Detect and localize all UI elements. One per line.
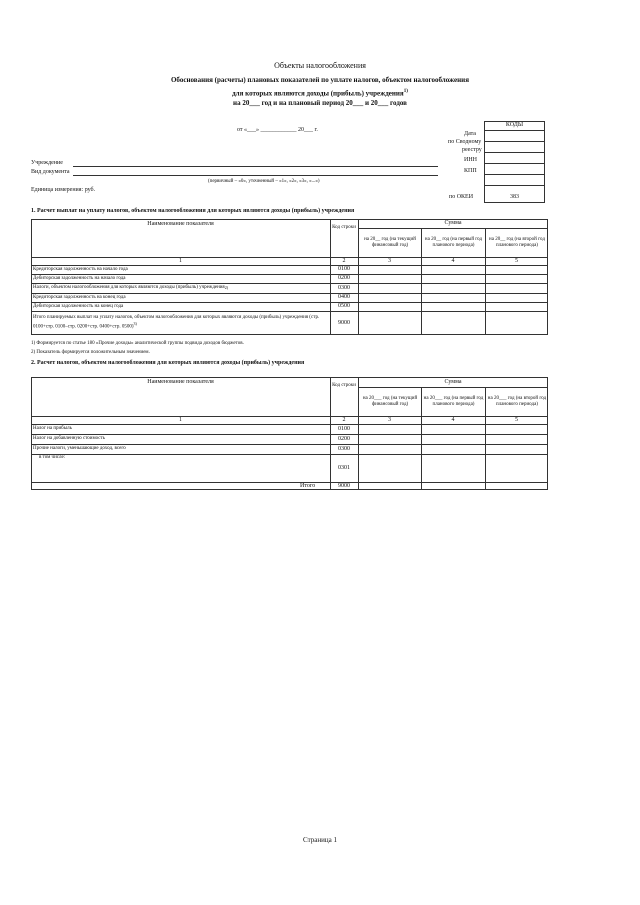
doc-date-line: от «___» ____________ 20___ г.: [237, 127, 318, 133]
codes-label-kpp: КПП: [464, 168, 477, 174]
s2-num-2: 2: [342, 416, 346, 423]
footnote-2: 2) Показатель формируется положительным значением.: [31, 350, 150, 355]
row-code: 9000: [338, 319, 350, 326]
row-code: 0500: [338, 303, 350, 309]
doc-type-hint: (первичный – «0», уточненный – «1», «2», «3», «...»): [208, 179, 320, 184]
s2-num-4: 4: [451, 416, 455, 423]
doc-type-label: Вид документа: [31, 169, 70, 175]
s1-col-name: Наименование показателя: [147, 220, 214, 227]
s2-num-1: 1: [179, 416, 182, 423]
s1-col-y3: на 20__ год (на второй год планового периода): [489, 237, 545, 248]
unit-label: Единица измерения: руб.: [31, 187, 96, 193]
doc-heading-line1: Обоснования (расчеты) плановых показателей по уплате налогов, объектом налогообложения: [170, 76, 470, 84]
row-code: 0301: [338, 464, 350, 471]
institution-label: Учреждение: [31, 160, 63, 166]
row-code: 0200: [338, 435, 350, 442]
codes-label-registry2: реестру: [462, 147, 482, 153]
s1-num-5: 5: [515, 257, 518, 264]
table-row-subheading: в том числе:: [39, 455, 66, 460]
table-row: Прочие налоги, уменьшающие доход, всего: [33, 446, 126, 451]
table-row: Налог на прибыль: [33, 426, 72, 431]
table-row: Кредиторская задолженность на конец года: [33, 294, 126, 300]
s1-col-y1: на 20__ год (на текущий финансовый год): [364, 237, 416, 248]
row-code: 0400: [338, 294, 350, 300]
s1-num-3: 3: [388, 257, 391, 264]
s2-num-5: 5: [515, 416, 518, 423]
s2-col-code: Код строки: [332, 383, 356, 388]
total-label: Итого: [300, 483, 316, 489]
table-row: Дебиторская задолженность на конец года: [33, 303, 124, 309]
table-row: Налоги, объектом налогообложения для которых являются доходы (прибыль) учреждения 2): [33, 285, 229, 290]
codes-label-registry1: по Сводному: [448, 139, 482, 145]
s2-col-y2: на 20___ год (на первый год планового периода): [423, 396, 484, 407]
s1-num-2: 2: [342, 257, 346, 264]
codes-box: [484, 121, 545, 203]
s1-num-1: 1: [179, 257, 182, 264]
codes-label-okei: по ОКЕИ: [449, 194, 474, 200]
section1-title: 1. Расчет выплат на уплату налогов, объектом налогообложения для которых являются доходы (прибыль) учреждения: [31, 208, 355, 214]
s1-col-y2: на 20__ год (на первый год планового периода): [424, 237, 483, 248]
page-number: Страница 1: [303, 836, 337, 844]
table-row: Налог на добавленную стоимость: [33, 436, 105, 441]
row-code: 0300: [338, 284, 350, 291]
table-row: Итого планируемых выплат на уплату налогов, объектом налогообложения для которых являются доходы (прибыль) учреждения (стр. 0100+стр. 0100–стр. 0200+стр. 0400+стр. 0500)$^{3)}$: [33, 315, 320, 330]
codes-label-date: Дата: [464, 131, 476, 137]
codes-label-inn: ИНН: [464, 157, 477, 163]
footnote-1: 1) Формируется по статье 180 «Прочие доходы» аналитической группы подвида доходов бюджетов.: [31, 341, 244, 346]
codes-okei-value: 383: [510, 194, 519, 200]
s2-num-3: 3: [388, 416, 391, 423]
row-code: 0300: [338, 445, 350, 452]
row-code: 0200: [338, 275, 350, 281]
doc-heading-line2: для которых являются доходы (прибыль) учреждения$^{1)}$: [232, 89, 408, 98]
s2-col-y1: на 20___ год (на текущий финансовый год): [362, 396, 418, 407]
row-code: 0100: [338, 425, 350, 432]
table-row: Дебиторская задолженность на начало года: [33, 275, 126, 281]
s1-col-code: Код строки: [332, 225, 356, 230]
page-title: Объекты налогообложения: [274, 61, 366, 70]
total-code: 9000: [338, 482, 350, 489]
table-row: Кредиторская задолженность на начало года: [33, 266, 128, 272]
s1-col-sum: Сумма: [444, 220, 462, 226]
s1-num-4: 4: [451, 257, 455, 264]
codes-header: КОДЫ: [505, 122, 524, 128]
s2-col-y3: на 20___ год (на второй год планового периода): [487, 396, 547, 407]
doc-heading-line3: на 20___ год и на плановый период 20___ и 20___ годов: [233, 99, 407, 107]
row-code: 0100: [338, 266, 350, 272]
s2-col-name: Наименование показателя: [147, 378, 214, 385]
section2-title: 2. Расчет налогов, объектом налогообложения для которых являются доходы (прибыль) учреждения: [31, 360, 305, 366]
s2-col-sum: Сумма: [444, 378, 462, 385]
